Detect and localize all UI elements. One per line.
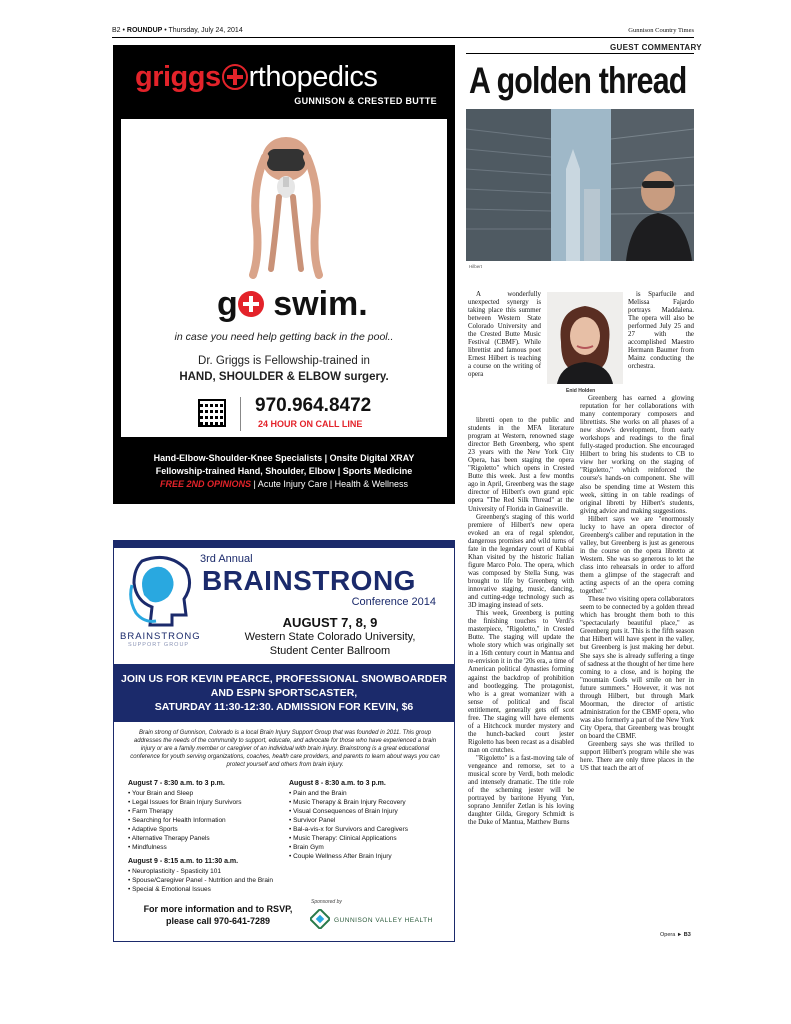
section-label: GUEST COMMENTARY <box>610 43 702 52</box>
article-photo <box>466 109 694 261</box>
griggs-on-call: 24 HOUR ON CALL LINE <box>258 419 363 429</box>
list-item: • Special & Emotional Issues <box>128 886 211 893</box>
schedule-heading: August 9 - 8:15 a.m. to 11:30 a.m. <box>128 858 239 865</box>
go-swim-slogan <box>217 285 368 324</box>
logo-suffix: rthopedics <box>248 61 378 93</box>
list-item: • Music Therapy: Clinical Applications <box>289 835 397 842</box>
article-paragraph: A wonderfully unexpected synergy is taking place this summer between Western State Colorado University and the Crested Butte Music Festival (CBMF). While librettist and famous poet Ernest Hilbert is teaching a course on the writing of opera <box>468 291 541 379</box>
article-paragraph: Greenberg says she was thrilled to support Hilbert's program while she was here. There are only three places in the US that teach the art of <box>580 741 694 773</box>
list-item: • Searching for Health Information <box>128 817 226 824</box>
list-item: • Alternative Therapy Panels <box>128 835 210 842</box>
article-headline: A golden thread <box>469 60 687 101</box>
article-column-a2 <box>468 417 574 827</box>
griggs-services <box>113 452 455 491</box>
griggs-phone: 970.964.8472 <box>255 395 372 416</box>
griggs-surgery-line <box>121 371 447 383</box>
brain-head-logo-icon <box>128 555 194 629</box>
list-item: • Music Therapy & Brain Injury Recovery <box>289 799 406 806</box>
header-left: B2 • ROUNDUP • Thursday, July 24, 2014 <box>112 27 243 34</box>
article-column-b1 <box>628 291 694 371</box>
griggs-logo <box>135 60 377 94</box>
article-paragraph: This week, Greenberg is putting the finishing touches to Verdi's masterpiece, "Rigoletto," in Crested Butte. The staging will update the whole story which was originally set in a 16th century court in Mantua and re-envision it in the '20s era, a time of American political dynasties forming against the backdrop of prohibition and bootlegging. The protagonist, who is a great womanizer with a sense of political and fiscal entitlement, generally gets off scot free. The staging will have elements of a Hitchcock murder mystery and the hunch-backed court jester Rigoletto has been recast as a disabled man on crutches. <box>468 610 575 754</box>
jump-line: Opera ► B3 <box>660 932 691 938</box>
banner-line-3: SATURDAY 11:30-12:30. ADMISSION FOR KEVIN, $6 <box>154 701 414 713</box>
list-item: • Adaptive Sports <box>128 826 178 833</box>
issue-date: Thursday, July 24, 2014 <box>168 27 243 34</box>
medical-cross-icon <box>222 64 248 90</box>
rsvp-line-2: please call 970-641-7289 <box>165 916 271 926</box>
list-item: • Pain and the Brain <box>289 790 347 797</box>
page-number: B2 <box>112 27 121 34</box>
article-column-a1 <box>468 291 541 380</box>
banner-line-1: JOIN US FOR KEVIN PEARCE, PROFESSIONAL SNOWBOARDER <box>121 673 447 685</box>
brain-title: BRAINSTRONG <box>202 565 416 596</box>
headshot-image <box>547 292 623 384</box>
article-column-b2 <box>580 395 694 773</box>
brainstrong-ad <box>113 540 455 942</box>
rsvp-line-1: For more information and to RSVP, <box>143 904 293 914</box>
goswim-suffix: swim. <box>263 285 368 323</box>
schedule-heading: August 8 - 8:30 a.m. to 3 p.m. <box>289 780 386 787</box>
schedule-heading: August 7 - 8:30 a.m. to 3 p.m. <box>128 780 225 787</box>
services-line-3-rest: | Acute Injury Care | Health & Wellness <box>250 479 409 489</box>
brain-annual: 3rd Annual <box>200 553 253 565</box>
jump-page: B3 <box>683 932 691 938</box>
city-photo-image <box>466 109 694 261</box>
schedule-day-2 <box>289 779 449 861</box>
list-item: • Couple Wellness After Brain Injury <box>289 853 392 860</box>
headshot-photo <box>547 292 623 384</box>
list-item: • Brain Gym <box>289 844 324 851</box>
header-rule <box>112 37 694 38</box>
article-paragraph: Greenberg's staging of this world premiere of Hilbert's new opera evoked an era of regal splendor, dangerous promises and wild turns of fate in the legendary court of Kublai Khan visited by the historic Italian figure Marco Polo. The opera, which was composed by Stella Sung, was brought to life by Greenberg with innovative staging, music, dancing, and cutting-edge technology such as 3D imaging instead of sets. <box>468 513 574 610</box>
article-paragraph: These two visiting opera collaborators seem to be connected by a golden thread which has brought them both to this "spectacularly beautiful place," as Greenberg puts it. This is the fifth season that Hilbert will have spent in the valley, but Greenberg is just making her debut. She says she is already suffering a tinge of sadness at the thought of her time here coming to a close, and is hoping the "mountain Gods will smile on her in future summers." However, it was not through Hilbert, but through Mark Moorman, the director of artistic administration for the CBMF opera, who was also formerly a part of the New York City Opera, that Greenberg was brought on board the CBMF. <box>580 596 694 740</box>
swimmer-illustration <box>241 129 331 279</box>
banner-line-2: AND ESPN SPORTSCASTER, <box>210 687 358 699</box>
griggs-tagline: in case you need help getting back in the pool.. <box>174 331 394 343</box>
photo-credit: Hilbert <box>469 264 483 269</box>
free-second-opinions: FREE 2ND OPINIONS <box>159 479 251 489</box>
brain-rsvp <box>128 903 308 927</box>
services-line-3 <box>113 478 455 491</box>
gunnison-valley-health-logo-icon <box>310 909 330 929</box>
schedule-day-3 <box>128 857 293 894</box>
brain-logo-sub: SUPPORT GROUP <box>128 642 190 648</box>
list-item: • Survivor Panel <box>289 817 336 824</box>
goswim-prefix: g <box>217 285 238 323</box>
brain-venue-1: Western State Colorado University, <box>244 631 416 643</box>
qr-code-icon <box>198 399 226 427</box>
publication-name: Gunnison Country Times <box>628 27 694 34</box>
list-item: • Mindfulness <box>128 844 167 851</box>
griggs-image-panel <box>121 119 447 437</box>
list-item: • Legal Issues for Brain Injury Survivors <box>128 799 242 806</box>
griggs-location: GUNNISON & CRESTED BUTTE <box>294 96 437 106</box>
logo-prefix: griggs <box>135 61 221 93</box>
brain-dates: AUGUST 7, 8, 9 <box>282 615 378 630</box>
brain-venue-2: Student Center Ballroom <box>269 645 391 657</box>
services-line-1: Hand-Elbow-Shoulder-Knee Specialists | Onsite Digital XRAY <box>153 453 415 463</box>
schedule-day-1 <box>128 779 293 852</box>
surgery-text: HAND, SHOULDER & ELBOW surgery. <box>179 371 389 383</box>
list-item: • Farm Therapy <box>128 808 173 815</box>
list-item: • Bal-a-vis-x for Survivors and Caregivers <box>289 826 408 833</box>
griggs-orthopedics-ad <box>113 45 455 504</box>
article-paragraph: libretti open to the public and students in the MFA literature program at Western, renowned stage director Beth Greenberg, who spent 23 years with the New York City Opera, has been staging the opera "Rigoletto" which opens in Crested Butte this week. Just a few months ago in April, Greenberg was the stage director of Hilbert's own grand epic opera "The Red Silk Thread" at the University of Florida in Gainesville. <box>468 417 574 513</box>
list-item: • Visual Consequences of Brain Injury <box>289 808 398 815</box>
section-rule <box>466 53 694 54</box>
sponsored-by: Sponsored by <box>311 899 342 905</box>
article-paragraph: Hilbert says we are "enormously lucky to have an opera director of Greenberg's caliber and reputation in the valley, but Greenberg is just as generous in the course on the opera libretto at Western. She was so generous to let the class into rehearsals in order to afford them a glimpse of the stagecraft and acting aspects of an the opera coming together." <box>580 515 694 596</box>
brain-banner <box>114 664 454 722</box>
divider <box>240 397 241 431</box>
article-paragraph: "Rigoletto" is a fast-moving tale of vengeance and remorse, set to a musical score by Verdi, both melodic and intensely dramatic. The title role of the scheming jester will be portrayed by baritone Hyung Yun, soprano Jennifer Zetlan is his loving daughter Gilda, Gregory Schmidt is the Duke of Mantua, Matthew Burns <box>468 754 574 827</box>
sponsor-name: GUNNISON VALLEY HEALTH <box>334 917 433 924</box>
brain-logo-text: BRAINSTRONG <box>120 631 201 642</box>
list-item: • Neuroplasticity - Spasticity 101 <box>128 868 221 875</box>
list-item: • Spouse/Caregiver Panel - Nutrition and the Brain <box>128 877 274 884</box>
jump-label: Opera <box>660 932 676 938</box>
brain-subtitle: Conference 2014 <box>351 596 436 608</box>
article-paragraph: is Sparfucile and Melissa Fajardo portrays Maddalena. The opera will also be performed July 25 and 27 with the accomplished Maestro Hermann Baumer from Mainz conducting the orchestra. <box>628 291 694 371</box>
section-name: ROUNDUP <box>126 27 163 34</box>
brain-top-bar <box>114 541 454 548</box>
headshot-caption: Enid Holden <box>566 388 596 394</box>
griggs-fellowship-line: Dr. Griggs is Fellowship-trained in <box>198 355 370 367</box>
services-line-2: Fellowship-trained Hand, Shoulder, Elbow | Sports Medicine <box>155 466 413 476</box>
brain-description: Brain strong of Gunnison, Colorado is a local Brain Injury Support Group that was founded in 2011. This group addresses the needs of the community to support, educate, and advocate for those who have experienced a brain injury or are a family member or caregiver of an individual with brain injury. Brainstrong is a great educational conference for youth serving organizations, coaches, health care providers, and parents to learn about ways you can protect yourself and others from brain injury. <box>130 730 440 768</box>
medical-cross-icon <box>238 291 264 317</box>
page-header <box>112 27 694 37</box>
article-paragraph: Greenberg has earned a glowing reputation for her collaborations with many contemporary composers and librettists. She works on all phases of a new show's development, from early workshops and readings to the final fully-staged production. She encouraged Hilbert to bring his students to CB to view her working on the staging of "Rigoletto," which reinforced the course's hands-on component. She will also be spending time at Western this week, sitting in on table readings of original libretti by Hilbert's students, giving advice and making suggestions. <box>580 395 694 515</box>
list-item: • Your Brain and Sleep <box>128 790 194 797</box>
